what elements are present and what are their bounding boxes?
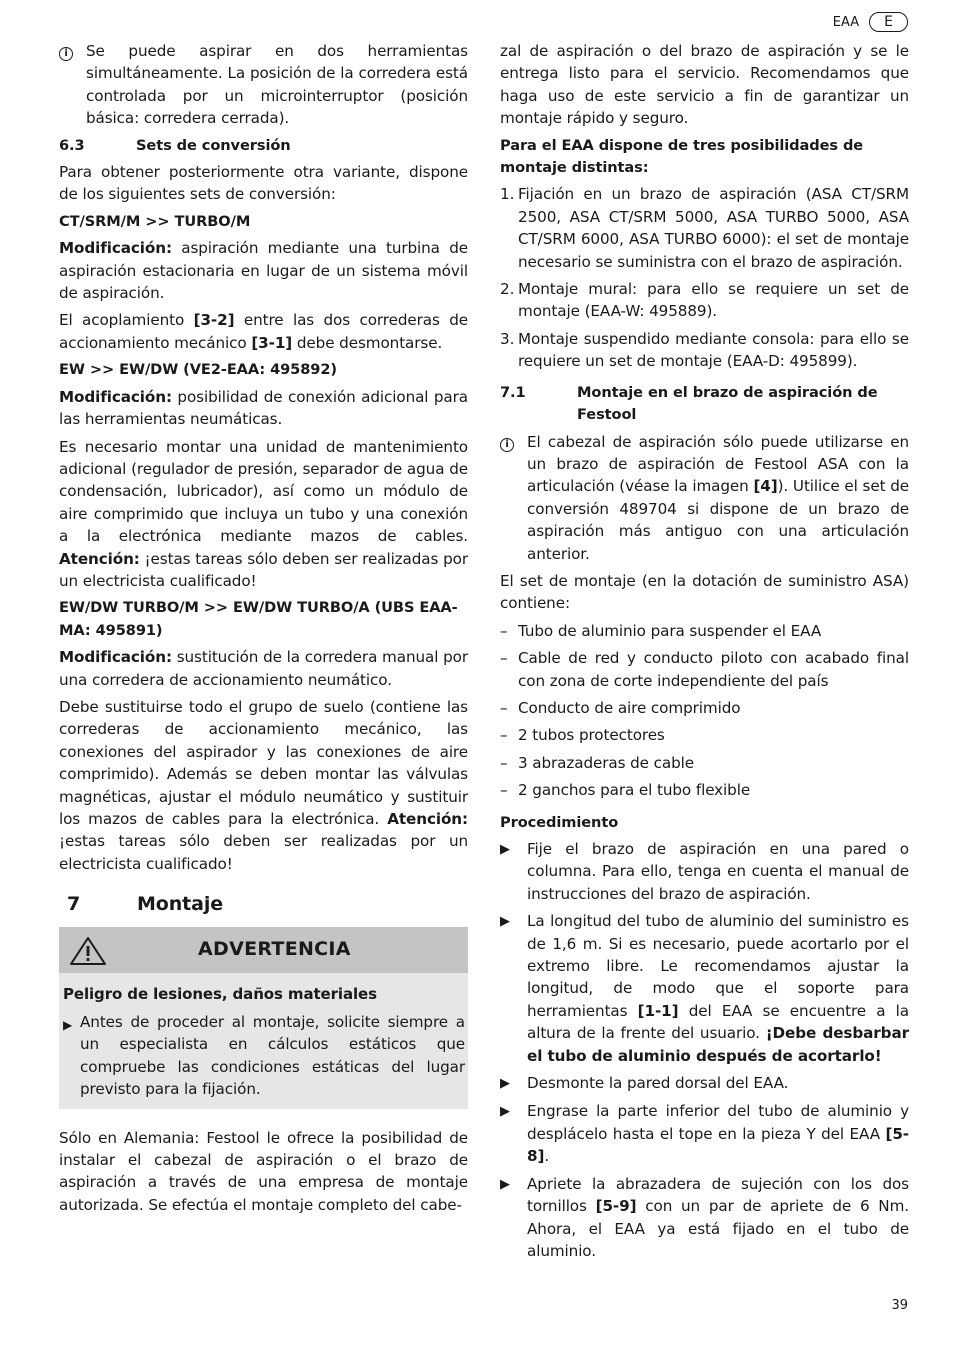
arrow-icon: ▶	[500, 1176, 510, 1192]
section-heading-6-3	[59, 135, 468, 157]
paragraph: zal de aspiración o del brazo de aspiración y se le entrega listo para el servicio. Recomendamos que haga uso de este servicio a fin de garantizar un montaje rápido y seguro.	[500, 42, 909, 128]
paragraph: Es necesario montar una unidad de mantenimiento adicional (regulador de presión, separador de agua de condensación, lubricador), así como un módulo de aire comprimido que incluya un tubo y una conexión a la electrónica mediante mazos de cables. Atención: ¡estas tareas sólo deben ser realizadas por un electricista cualificado!	[59, 437, 468, 590]
info-icon: i	[500, 438, 514, 452]
procedure-step: ▶ Desmonte la pared dorsal del EAA.	[500, 1072, 909, 1095]
section-number: 7.1	[500, 383, 526, 401]
info-icon: i	[59, 47, 73, 61]
mounting-options-label: Para el EAA dispone de tres posibilidades de montaje distintas:	[500, 136, 864, 177]
section-heading-7-1	[500, 382, 909, 427]
arrow-icon: ▶	[500, 1104, 510, 1120]
kit-contents-list	[500, 620, 909, 802]
paragraph: Modificación: posibilidad de conexión adicional para las herramientas neumáticas.	[59, 387, 468, 429]
warning-title: ADVERTENCIA	[198, 938, 351, 961]
paragraph: El set de montaje (en la dotación de suministro ASA) contiene:	[500, 571, 909, 613]
arrow-icon: ▶	[500, 1076, 510, 1092]
list-item: – 2 tubos protectores	[500, 726, 665, 745]
list-item: 1. Fijación en un brazo de aspiración (ASA CT/SRM 2500, ASA CT/SRM 5000, ASA TURBO 5000, ASA CT/SRM 6000, ASA TURBO 6000): el set de montaje necesario se suministra con el brazo de aspiración.	[500, 185, 909, 271]
page-number: 39	[891, 1298, 908, 1313]
procedure-step: ▶ Engrase la parte inferior del tubo de aluminio y desplácelo hasta el tope en la pieza Y del EAA [5-8].	[500, 1100, 909, 1167]
list-item: 2. Montaje mural: para ello se requiere un set de montaje (EAA-W: 495889).	[500, 280, 909, 321]
warning-triangle-icon	[69, 936, 107, 966]
conversion-set-label: EW >> EW/DW (VE2-EAA: 495892)	[59, 361, 337, 379]
warning-box	[59, 927, 468, 1109]
list-item: – 2 ganchos para el tubo flexible	[500, 781, 751, 800]
list-item: 3. Montaje suspendido mediante consola: para ello se requiere un set de montaje (EAA-D: 495899).	[500, 329, 909, 371]
doc-code: EAA	[832, 14, 860, 30]
paragraph: Para obtener posteriormente otra variante, dispone de los siguientes sets de conversión:	[59, 163, 468, 204]
conversion-set-label: EW/DW TURBO/M >> EW/DW TURBO/A (UBS EAA-MA: 495891)	[59, 599, 458, 639]
list-item: – Conducto de aire comprimido	[500, 698, 741, 717]
info-note	[59, 40, 468, 130]
list-item: – 3 abrazaderas de cable	[500, 753, 695, 772]
paragraph: Modificación: sustitución de la corredera manual por una corredera de accionamiento neumático.	[59, 648, 468, 689]
left-column	[59, 40, 468, 1221]
note-text: Se puede aspirar en dos herramientas simultáneamente. La posición de la corredera está controlada por un microinterruptor (posición básica: corredera cerrada).	[86, 42, 468, 128]
list-item: – Tubo de aluminio para suspender el EAA	[500, 621, 822, 640]
chapter-title: Montaje	[137, 893, 224, 916]
paragraph: Modificación: aspiración mediante una turbina de aspiración estacionaria en lugar de un sistema móvil de aspiración.	[59, 239, 468, 303]
list-item: – Cable de red y conducto piloto con acabado final con zona de corte independiente del país	[500, 649, 909, 690]
page-header	[833, 12, 908, 32]
section-title: Montaje en el brazo de aspiración de Festool	[577, 383, 878, 424]
procedure-step: ▶ La longitud del tubo de aluminio del suministro es de 1,6 m. Si es necesario, puede acortarlo por el extremo libre. Le recomendamos ajustar la longitud, de modo que el soporte para herramientas [1-1] del EAA se encuentre a la altura de la frente del usuario. ¡Debe desbarbar el tubo de aluminio después de acortarlo!	[500, 910, 909, 1067]
chapter-heading-7	[67, 893, 468, 915]
procedure-step: ▶ Apriete la abrazadera de sujeción con los dos tornillos [5-9] con un par de apriete de 6 Nm. Ahora, el EAA ya está fijado en el tubo de aluminio.	[500, 1173, 909, 1263]
warning-header	[59, 927, 468, 973]
info-note: i El cabezal de aspiración sólo puede utilizarse en un brazo de aspiración de Festool ASA con la articulación (véase la imagen [4]). Utilice el set de conversión 489704 si dispone de un brazo de aspiración más antiguo con una articulación anterior.	[500, 431, 909, 565]
procedure-step: ▶ Fije el brazo de aspiración en una pared o columna. Para ello, tenga en cuenta el manual de instrucciones del brazo de aspiración.	[500, 838, 909, 905]
section-title: Sets de conversión	[136, 136, 291, 154]
conversion-set-label: CT/SRM/M >> TURBO/M	[59, 212, 251, 230]
language-badge: E	[869, 12, 908, 32]
mounting-options-list	[500, 183, 909, 372]
right-column	[500, 40, 909, 1267]
paragraph: El acoplamiento [3-2] entre las dos correderas de accionamiento mecánico [3-1] debe desmontarse.	[59, 311, 469, 352]
paragraph: Debe sustituirse todo el grupo de suelo (contiene las correderas de accionamiento mecánico, las conexiones del aspirador y las conexiones de aire comprimido). Además se deben montar las válvulas magnéticas, ajustar el módulo neumático y sustituir los mazos de cables para la electrónica. Atención: ¡estas tareas sólo deben ser realizadas por un electricista cualificado!	[59, 697, 468, 873]
arrow-icon: ▶	[500, 842, 510, 857]
paragraph: Sólo en Alemania: Festool le ofrece la posibilidad de instalar el cabezal de aspiración o el brazo de aspiración a través de una empresa de montaje autorizada. Se efectúa el montaje completo del cabe-	[59, 1128, 468, 1214]
arrow-icon: ▶	[500, 914, 510, 930]
chapter-number: 7	[67, 893, 81, 916]
section-number: 6.3	[59, 136, 85, 154]
arrow-icon: ▶	[63, 1018, 73, 1033]
procedure-label: Procedimiento	[500, 813, 619, 831]
warning-item: ▶ Antes de proceder al montaje, solicite siempre a un especialista en cálculos estáticos que compruebe las condiciones estáticas del lugar previsto para la fijación.	[63, 1011, 465, 1101]
procedure-steps	[500, 838, 909, 1262]
warning-subtitle: Peligro de lesiones, daños materiales	[63, 984, 377, 1003]
